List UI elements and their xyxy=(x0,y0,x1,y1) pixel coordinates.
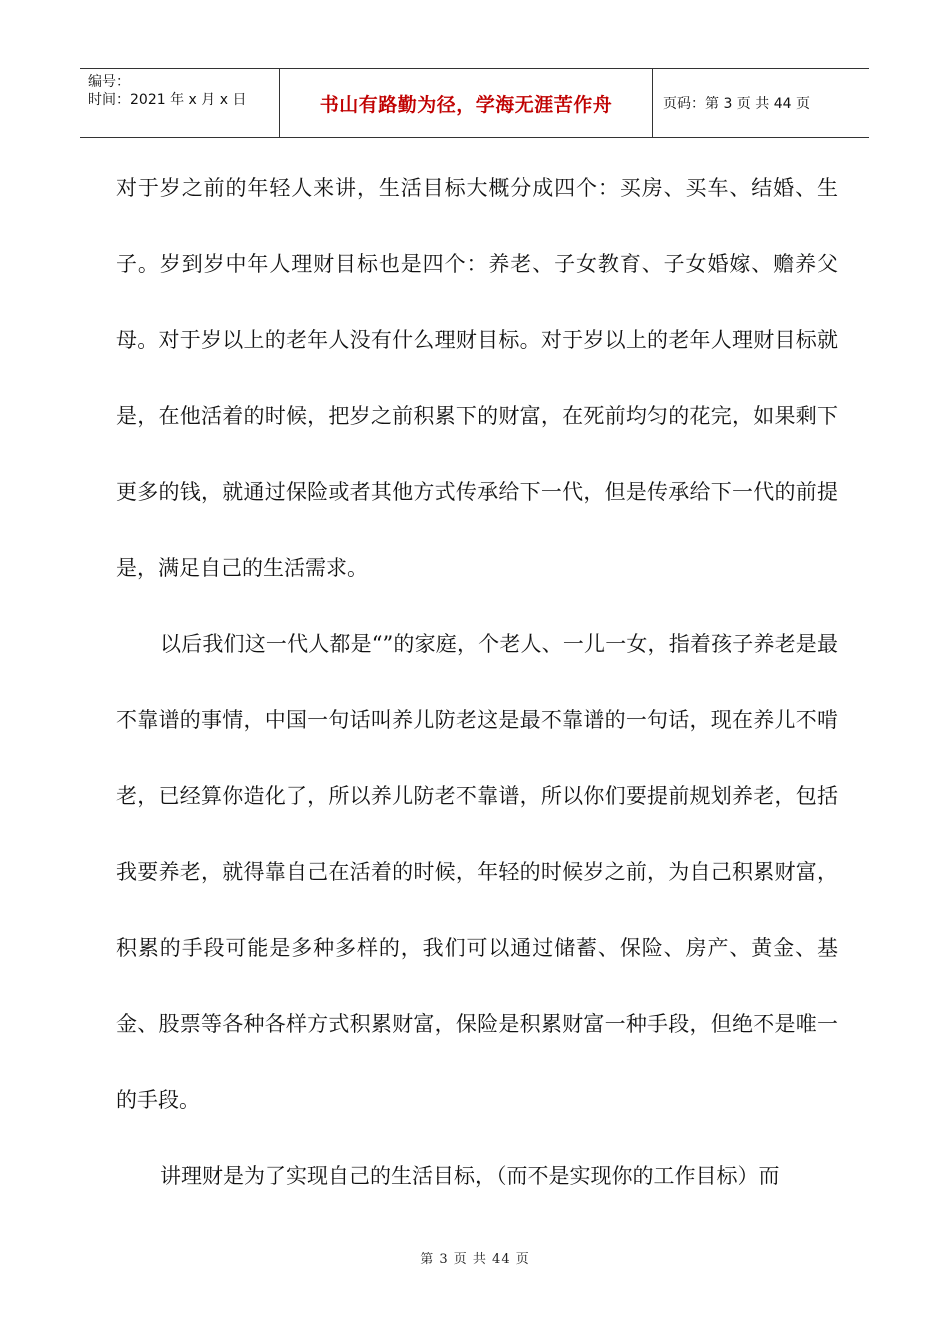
header-page-code: 页码：第 3 页 共 44 页 xyxy=(663,96,810,112)
document-header xyxy=(80,68,869,138)
document-body xyxy=(116,150,838,1214)
number-label: 编号： xyxy=(88,74,130,90)
header-motto: 书山有路勤为径，学海无涯苦作舟 xyxy=(280,69,653,137)
paragraph-3: 讲理财是为了实现自己的生活目标，（而不是实现你的工作目标）而 xyxy=(160,1164,780,1188)
header-meta xyxy=(80,69,280,137)
paragraph-2: 以后我们这一代人都是“”的家庭，个老人、一儿一女，指着孩子养老是最不靠谱的事情，中国一句话叫养儿防老这是最不靠谱的一句话，现在养儿不啃老，已经算你造化了，所以养儿防老不靠谱，所以你们要提前规划养老，包括我要养老，就得靠自己在活着的时候，年轻的时候岁之前，为自己积累财富，积累的手段可能是多种多样的，我们可以通过储蓄、保险、房产、黄金、基金、股票等各种各样方式积累财富，保险是积累财富一种手段，但绝不是唯一的手段。 xyxy=(116,632,838,1112)
time-label: 时间：2021 年 x 月 x 日 xyxy=(88,92,247,108)
page-footer: 第 3 页 共 44 页 xyxy=(420,1252,530,1267)
paragraph-1: 对于岁之前的年轻人来讲，生活目标大概分成四个：买房、买车、结婚、生子。岁到岁中年人理财目标也是四个：养老、子女教育、子女婚嫁、赡养父母。对于岁以上的老年人没有什么理财目标。对于岁以上的老年人理财目标就是，在他活着的时候，把岁之前积累下的财富，在死前均匀的花完，如果剩下更多的钱，就通过保险或者其他方式传承给下一代，但是传承给下一代的前提是，满足自己的生活需求。 xyxy=(116,176,838,580)
